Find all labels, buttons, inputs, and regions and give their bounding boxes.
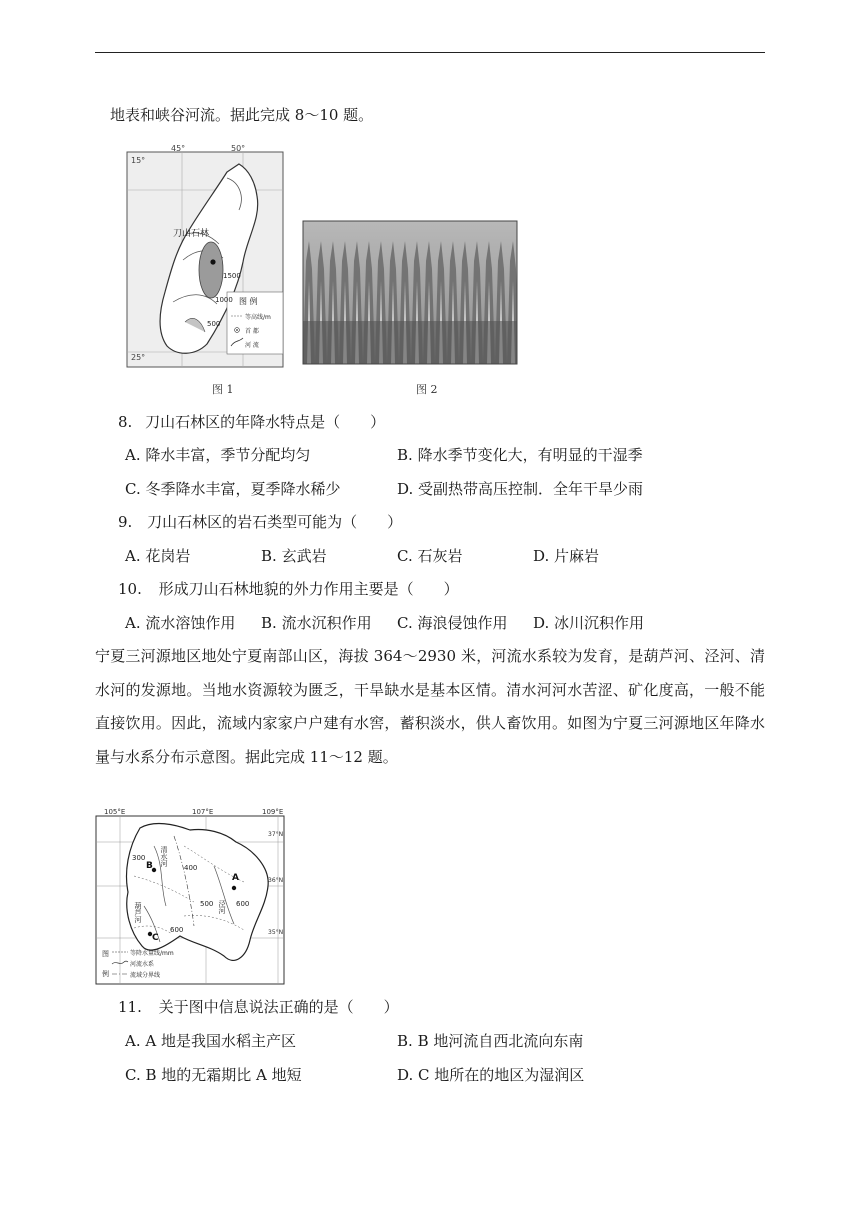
figure-3-map xyxy=(94,806,290,990)
fig3-isohyet-400: 400 xyxy=(184,864,198,872)
option-label: A. xyxy=(125,547,141,565)
option-text: 片麻岩 xyxy=(554,547,600,565)
q8-option-a xyxy=(125,445,310,465)
fig1-contour-1000: 1000 xyxy=(215,296,233,304)
fig3-lat-37: 37°N xyxy=(268,831,284,838)
header-rule xyxy=(95,52,765,53)
intro-line: 地表和峡谷河流。据此完成 8～10 题。 xyxy=(110,106,374,124)
option-label: C. xyxy=(125,1066,141,1084)
fig3-lat-36: 36°N xyxy=(268,877,284,884)
option-text: B 地河流自西北流向东南 xyxy=(417,1032,584,1050)
fig3-lat-35: 35°N xyxy=(268,929,284,936)
q8-option-c xyxy=(125,479,341,499)
fig3-legend-divide: 流域分界线 xyxy=(130,972,161,979)
option-text: C 地所在的地区为湿润区 xyxy=(418,1066,585,1084)
figure-2-caption: 图 2 xyxy=(416,383,438,396)
q11-option-b xyxy=(397,1031,583,1051)
option-label: B. xyxy=(261,614,277,632)
option-text: 玄武岩 xyxy=(281,547,327,565)
fig1-legend-capital: 首 都 xyxy=(245,328,259,335)
q10-option-d xyxy=(533,613,644,633)
option-text: 海浪侵蚀作用 xyxy=(417,614,508,632)
passage-paragraph: 宁夏三河源地区地处宁夏南部山区，海拔 364～2930 米，河流水系较为发育，是葫芦河、泾河、清水河的发源地。当地水资源较为匮乏，干旱缺水是基本区情。清水河河水苦涩、矿化度高，一般不能直接饮用。因此，流域内家家户户建有水窖，蓄积淡水，供人畜饮用。如图为宁夏三河源地区年降水量与水系分布示意图。据此完成 11～12 题。 xyxy=(95,647,765,766)
q10-option-a xyxy=(125,613,235,633)
option-text: 降水季节变化大，有明显的干湿季 xyxy=(417,446,643,464)
option-label: C. xyxy=(397,547,413,565)
fig3-legend-river: 河流水系 xyxy=(130,961,155,968)
fig3-point-b: B xyxy=(146,861,153,871)
fig3-legend-isohyet: 等降水量线/mm xyxy=(130,950,174,957)
option-text: 流水溶蚀作用 xyxy=(145,614,236,632)
option-label: B. xyxy=(261,547,277,565)
fig3-isohyet-600-south: 600 xyxy=(170,926,184,934)
q8-option-b xyxy=(397,445,643,465)
q11-option-a xyxy=(125,1031,296,1051)
option-text: B 地的无霜期比 A 地短 xyxy=(145,1066,302,1084)
fig3-river-qingshui: 清水河 xyxy=(160,846,168,867)
option-label: B. xyxy=(397,1032,413,1050)
fig1-contour-1500: 1500 xyxy=(223,272,241,280)
q9-option-b xyxy=(261,546,327,566)
fig3-lon-105: 105°E xyxy=(104,808,126,816)
question-number: 9. xyxy=(118,513,133,531)
option-label: A. xyxy=(125,446,141,464)
fig3-legend-title-1: 图 xyxy=(102,950,109,958)
question-number: 11. xyxy=(118,998,142,1016)
fig3-lon-109: 109°E xyxy=(262,808,284,816)
fig1-lon-50: 50° xyxy=(231,144,246,153)
question-number: 10. xyxy=(118,580,142,598)
q9-option-d xyxy=(533,546,599,566)
question-9 xyxy=(118,512,402,532)
fig3-point-a: A xyxy=(232,873,239,883)
fig3-isohyet-300: 300 xyxy=(132,854,146,862)
fig1-contour-500: 500 xyxy=(207,320,221,328)
option-text: 石灰岩 xyxy=(417,547,463,565)
option-label: C. xyxy=(125,480,141,498)
q9-option-c xyxy=(397,546,463,566)
figure-2-photo xyxy=(303,221,517,368)
figure-1-caption: 图 1 xyxy=(212,383,234,396)
q10-option-b xyxy=(261,613,372,633)
fig3-legend-title-2: 例 xyxy=(102,970,109,978)
option-label: A. xyxy=(125,614,141,632)
question-text: 刀山石林区的年降水特点是（ ） xyxy=(145,413,386,431)
question-11 xyxy=(118,997,399,1017)
option-text: 受副热带高压控制．全年干旱少雨 xyxy=(418,480,644,498)
fig1-legend-title: 图 例 xyxy=(239,297,258,306)
option-label: A. xyxy=(125,1032,141,1050)
option-label: B. xyxy=(397,446,413,464)
question-number: 8. xyxy=(118,413,133,431)
q8-option-d xyxy=(397,479,643,499)
q11-option-c xyxy=(125,1065,302,1085)
option-text: 冰川沉积作用 xyxy=(554,614,645,632)
fig3-lon-107: 107°E xyxy=(192,808,214,816)
q9-option-a xyxy=(125,546,190,566)
option-text: 降水丰富，季节分配均匀 xyxy=(145,446,311,464)
option-text: 流水沉积作用 xyxy=(281,614,372,632)
option-label: C. xyxy=(397,614,413,632)
fig1-place-label: 刀山石林 xyxy=(173,229,210,239)
fig3-river-hulu: 葫芦河 xyxy=(134,902,142,923)
option-text: 冬季降水丰富，夏季降水稀少 xyxy=(145,480,341,498)
fig1-legend-river: 河 流 xyxy=(245,342,259,349)
fig3-isohyet-500: 500 xyxy=(200,900,214,908)
option-text: A 地是我国水稻主产区 xyxy=(145,1032,296,1050)
fig1-lat-15: 15° xyxy=(131,156,146,165)
fig1-legend-contour: 等高线/m xyxy=(245,314,271,321)
option-label: D. xyxy=(397,1066,414,1084)
q11-option-d xyxy=(397,1065,584,1085)
question-text: 关于图中信息说法正确的是（ ） xyxy=(158,998,399,1016)
fig1-lon-45: 45° xyxy=(171,144,186,153)
question-8 xyxy=(118,412,385,432)
option-text: 花岗岩 xyxy=(145,547,191,565)
question-10 xyxy=(118,579,459,599)
q10-option-c xyxy=(397,613,508,633)
question-text: 刀山石林区的岩石类型可能为（ ） xyxy=(147,513,403,531)
figure-1-map xyxy=(127,144,283,371)
fig3-point-c: C xyxy=(152,933,159,943)
option-label: D. xyxy=(533,547,550,565)
fig1-lat-25: 25° xyxy=(131,353,146,362)
fig3-river-jing: 泾河 xyxy=(218,900,226,914)
question-text: 形成刀山石林地貌的外力作用主要是（ ） xyxy=(158,580,459,598)
option-label: D. xyxy=(397,480,414,498)
option-label: D. xyxy=(533,614,550,632)
fig3-isohyet-600-east: 600 xyxy=(236,900,250,908)
